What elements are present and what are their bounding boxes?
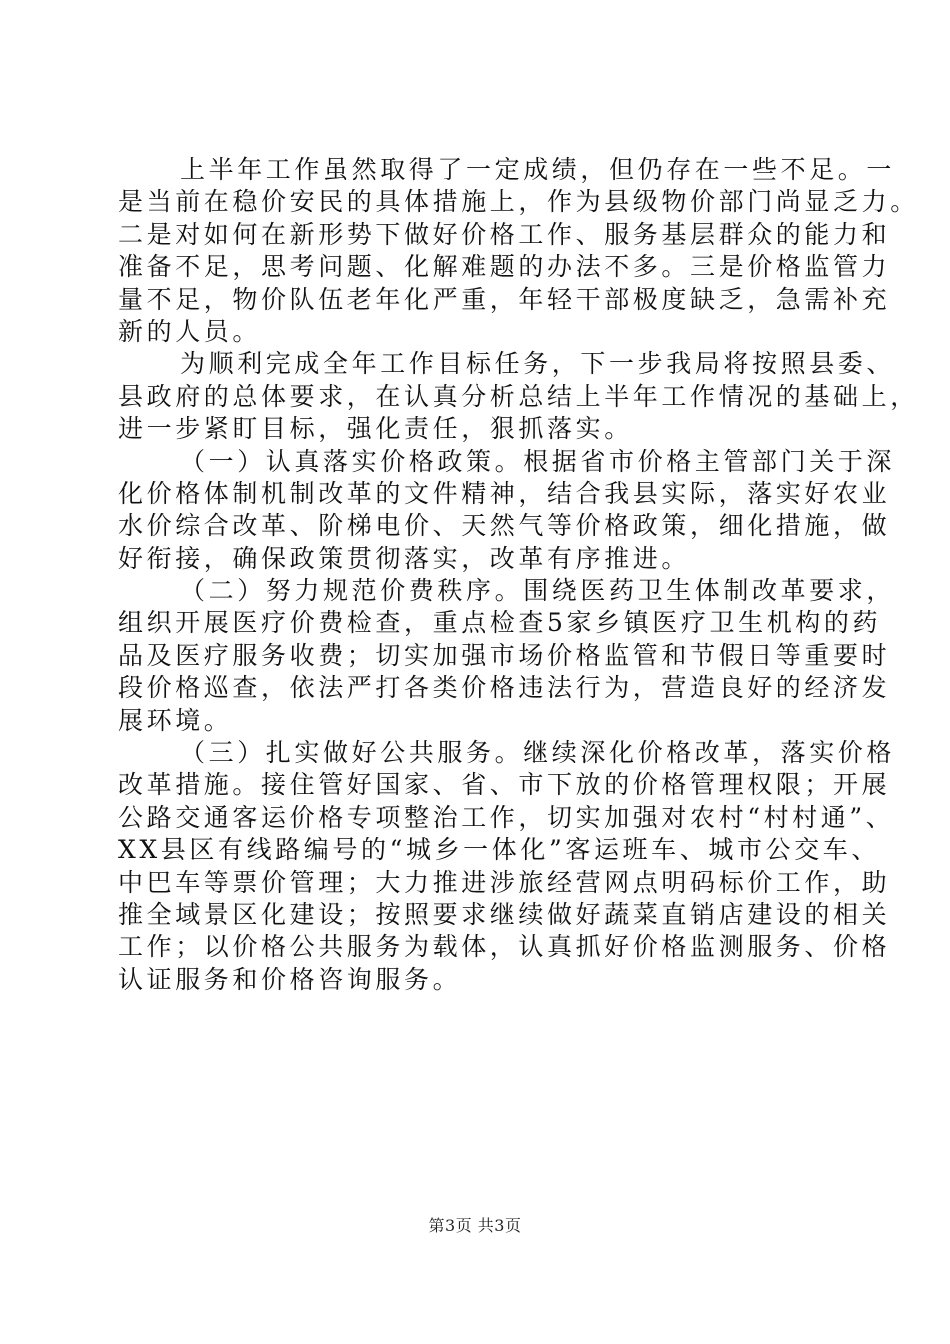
text-line: 好衔接，确保政策贯彻落实，改革有序推进。	[118, 543, 691, 573]
text-line: （三）扎实做好公共服务。继续深化价格改革，落实价格	[180, 738, 896, 768]
text-line: 认证服务和价格咨询服务。	[118, 964, 462, 994]
text-line: 工作；以价格公共服务为载体，认真抓好价格监测服务、价格	[118, 932, 891, 962]
text-line: 组织开展医疗价费检查，重点检查5家乡镇医疗卫生机构的药	[118, 608, 882, 638]
document-body	[118, 154, 919, 996]
paragraph-shortcomings	[118, 154, 919, 348]
paragraph-item-1	[118, 446, 896, 576]
text-line: 段价格巡查，依法严打各类价格违法行为，营造良好的经济发	[118, 673, 891, 703]
paragraph-item-3	[118, 737, 896, 996]
text-line: 水价综合改革、阶梯电价、天然气等价格政策，细化措施，做	[118, 511, 891, 541]
paragraph-item-2	[118, 575, 896, 737]
text-line: 二是对如何在新形势下做好价格工作、服务基层群众的能力和	[118, 219, 891, 249]
text-line: 公路交通客运价格专项整治工作，切实加强对农村“村村通”、	[118, 802, 895, 832]
text-line: 上半年工作虽然取得了一定成绩，但仍存在一些不足。一	[180, 155, 896, 184]
text-line: 中巴车等票价管理；大力推进涉旅经营网点明码标价工作，助	[118, 867, 891, 897]
text-line: 是当前在稳价安民的具体措施上，作为县级物价部门尚显乏力。	[118, 187, 919, 217]
text-line: 准备不足，思考问题、化解难题的办法不多。三是价格监管力	[118, 252, 891, 282]
paragraph-next-steps	[118, 348, 919, 445]
text-line: （二）努力规范价费秩序。围绕医药卫生体制改革要求，	[180, 576, 896, 606]
text-line: 改革措施。接住管好国家、省、市下放的价格管理权限；开展	[118, 770, 891, 800]
page-number-footer: 第3页 共3页	[428, 1216, 522, 1235]
text-line: 推全域景区化建设；按照要求继续做好蔬菜直销店建设的相关	[118, 899, 891, 929]
text-line: 县政府的总体要求，在认真分析总结上半年工作情况的基础上，	[118, 381, 919, 411]
text-line: 为顺利完成全年工作目标任务，下一步我局将按照县委、	[180, 349, 896, 379]
text-line: 化价格体制机制改革的文件精神，结合我县实际，落实好农业	[118, 478, 891, 508]
text-line: XX县区有线路编号的“城乡一体化”客运班车、城市公交车、	[118, 835, 880, 865]
text-line: （一）认真落实价格政策。根据省市价格主管部门关于深	[180, 446, 896, 476]
text-line: 品及医疗服务收费；切实加强市场价格监管和节假日等重要时	[118, 640, 891, 670]
text-line: 进一步紧盯目标，强化责任，狠抓落实。	[118, 414, 633, 444]
text-line: 量不足，物价队伍老年化严重，年轻干部极度缺乏，急需补充	[118, 284, 891, 314]
text-line: 新的人员。	[118, 316, 262, 346]
text-line: 展环境。	[118, 705, 233, 735]
